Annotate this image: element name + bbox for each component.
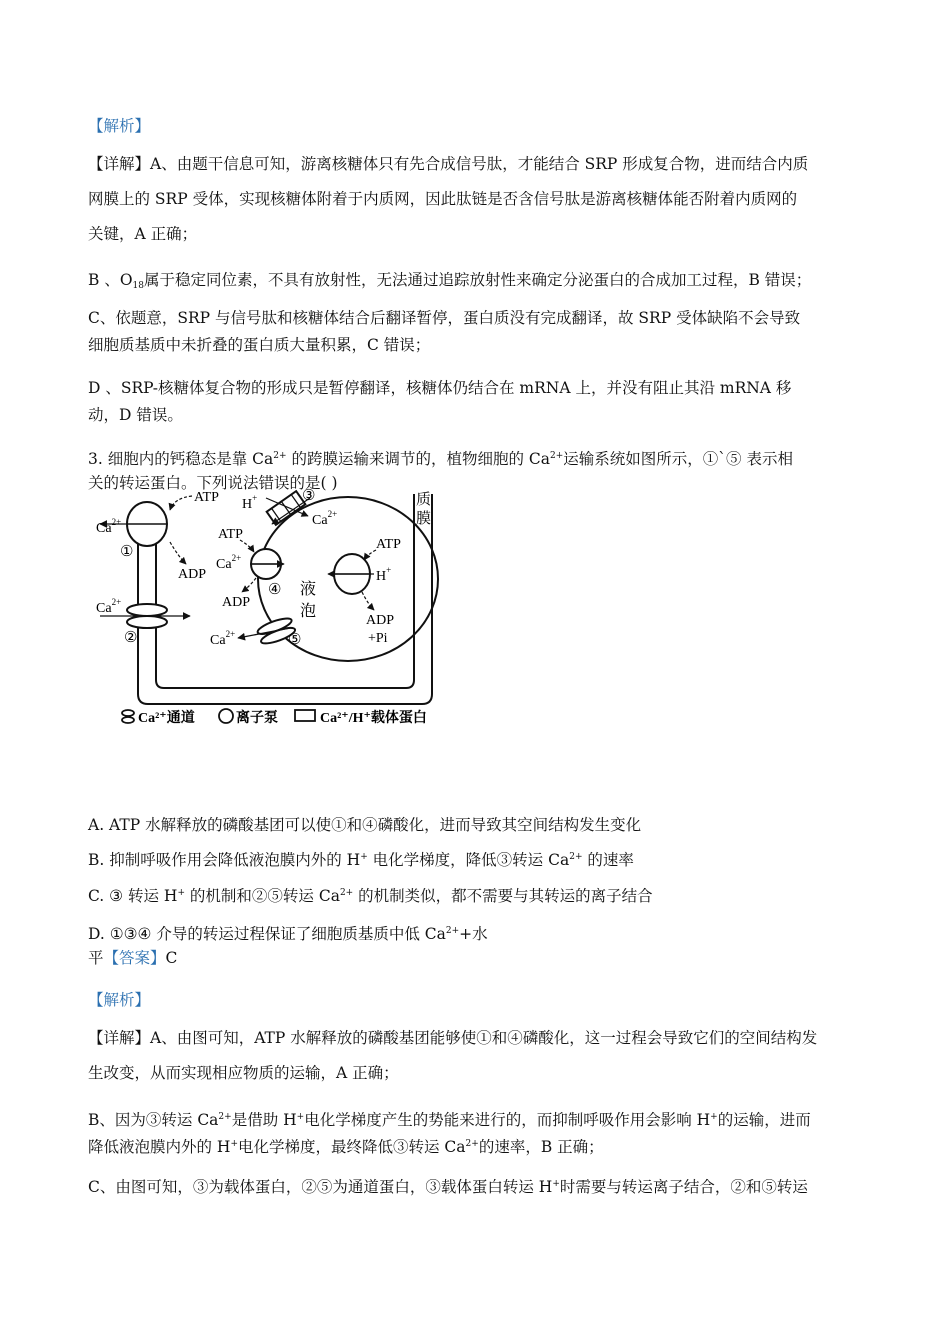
pump4-atp: ATP bbox=[218, 527, 243, 542]
answer-line: 平【答案】C bbox=[88, 949, 178, 967]
plasma-membrane-outer bbox=[138, 494, 432, 704]
pump1-number: ① bbox=[120, 544, 134, 560]
vacuole-label-2: 泡 bbox=[300, 603, 317, 620]
proton-pump-adp: ADP bbox=[366, 613, 395, 628]
detail-d-line-1: D 、SRP-核糖体复合物的形成只是暂停翻译，核糖体仍结合在 mRNA 上，并没有阻止其沿 mRNA 移 bbox=[88, 379, 792, 397]
analysis-heading: 【解析】 bbox=[88, 117, 151, 135]
pump4-number: ④ bbox=[268, 582, 282, 598]
calcium-transport-diagram bbox=[90, 484, 470, 734]
ca-channel-2-bottom bbox=[127, 616, 167, 628]
detail-b-post: 属于稳定同位素，不具有放射性，无法通过追踪放射性来确定分泌蛋白的合成加工过程，B 错误； bbox=[143, 271, 812, 289]
channel2-ca-label: $Ca^{2+}$ bbox=[96, 597, 122, 616]
q-text-b: 的跨膜运输来调节的，植物细胞的 Ca bbox=[286, 450, 550, 468]
q-charge: 2+ bbox=[273, 451, 287, 461]
detail-a-line-2: 网膜上的 SRP 受体，实现核糖体附着于内质网，因此肽链是否含信号肽是游离核糖体能否附着内质网的 bbox=[88, 190, 798, 208]
proton-pump-atp: ATP bbox=[376, 537, 401, 552]
legend-pump: 离子泵 bbox=[236, 711, 278, 726]
answer-value: C bbox=[165, 949, 178, 967]
channel5-ca-label: $Ca^{2+}$ bbox=[210, 629, 236, 648]
pump1-adp: ADP bbox=[178, 567, 207, 582]
detail-b2-line-2: 降低液泡膜内外的 H+电化学梯度，最终降低③转运 $Ca^{2+}$的速率，B 正确； bbox=[88, 1138, 604, 1156]
question-line-2: 关的转运蛋白。下列说法错误的是( ) bbox=[88, 474, 338, 492]
channel5-number: ⑤ bbox=[288, 632, 302, 648]
detail-a-line-3: 关键，A 正确； bbox=[88, 225, 198, 243]
detail-tag: 【详解】 bbox=[88, 155, 151, 173]
detail-a2-line-2: 生改变，从而实现相应物质的运输，A 正确； bbox=[88, 1064, 399, 1082]
pump4-adp: ADP bbox=[222, 595, 251, 610]
proton-pump-h-label: H+ bbox=[376, 565, 392, 584]
option-c: C. ③ 转运 H+ 的机制和②⑤转运 $Ca^{2+}$ 的机制类似，都不需要与其转运的离子结合 bbox=[88, 887, 653, 905]
detail-b2-line-1: B、因为③转运 $Ca^{2+}$是借助 H+电化学梯度产生的势能来进行的，而抑制呼吸作用会影响 H+的运输，进而 bbox=[88, 1111, 811, 1129]
question-line-1 bbox=[88, 449, 793, 469]
detail-b-line bbox=[88, 270, 811, 290]
isotope-subscript: 18 bbox=[132, 281, 144, 291]
carrier3-ca-label: $Ca^{2+}$ bbox=[312, 509, 338, 528]
ca-channel-2-top bbox=[127, 604, 167, 616]
channel2-number: ② bbox=[124, 630, 138, 646]
carrier3-h-label: H+ bbox=[242, 493, 258, 512]
detail-c-line-1: C、依题意，SRP 与信号肽和核糖体结合后翻译暂停，蛋白质没有完成翻译，故 SRP 受体缺陷不会导致 bbox=[88, 309, 801, 327]
detail-a-line-1 bbox=[88, 154, 808, 174]
pump1-atp: ATP bbox=[194, 490, 219, 505]
legend-channel: Ca²⁺通道 bbox=[138, 711, 195, 726]
detail-a2-line-1: 【详解】A、由图可知，ATP 水解释放的磷酸基团能够使①和④磷酸化，这一过程会导致它们的空间结构发 bbox=[88, 1029, 818, 1047]
answer-tag: 【答案】 bbox=[103, 949, 166, 967]
detail-b-pre: B 、O bbox=[88, 271, 133, 289]
legend-carrier: Ca²⁺/H⁺载体蛋白 bbox=[320, 711, 427, 726]
option-d: D. ①③④ 介导的转运过程保证了细胞质基质中低 $Ca^{2+}+$水 bbox=[88, 925, 488, 943]
detail-d-line-2: 动，D 错误。 bbox=[88, 406, 183, 424]
legend bbox=[122, 709, 427, 726]
detail-c2-line-1: C、由图可知，③为载体蛋白，②⑤为通道蛋白，③载体蛋白转运 H+时需要与转运离子结合，②和⑤转运 bbox=[88, 1178, 808, 1196]
plasma-membrane-label-1: 质膜 bbox=[416, 492, 432, 527]
vacuole-label-1: 液 bbox=[300, 581, 317, 598]
q-charge: 2+ bbox=[550, 451, 564, 461]
plasma-membrane-inner bbox=[156, 494, 414, 688]
proton-pump-pi: +Pi bbox=[368, 631, 388, 646]
q-text-a: 3. 细胞内的钙稳态是靠 Ca bbox=[88, 450, 274, 468]
q-text-c: 运输系统如图所示，①`⑤ 表示相 bbox=[563, 450, 793, 468]
pump4-ca-label: $Ca^{2+}$ bbox=[216, 553, 242, 572]
pump1-ca-label: $Ca^{2+}$ bbox=[96, 517, 122, 536]
option-a: A. ATP 水解释放的磷酸基团可以使①和④磷酸化，进而导致其空间结构发生变化 bbox=[88, 816, 642, 834]
carrier3-number: ③ bbox=[302, 488, 316, 504]
detail-c-line-2: 细胞质基质中未折叠的蛋白质大量积累，C 错误； bbox=[88, 336, 431, 354]
option-b: B. 抑制呼吸作用会降低液泡膜内外的 H+ 电化学梯度，降低③转运 $Ca^{2+}$ 的速率 bbox=[88, 851, 634, 869]
detail-a-text-1: A、由题干信息可知，游离核糖体只有先合成信号肽，才能结合 SRP 形成复合物，进而结合内质 bbox=[150, 155, 809, 173]
analysis-heading-2: 【解析】 bbox=[88, 991, 151, 1009]
